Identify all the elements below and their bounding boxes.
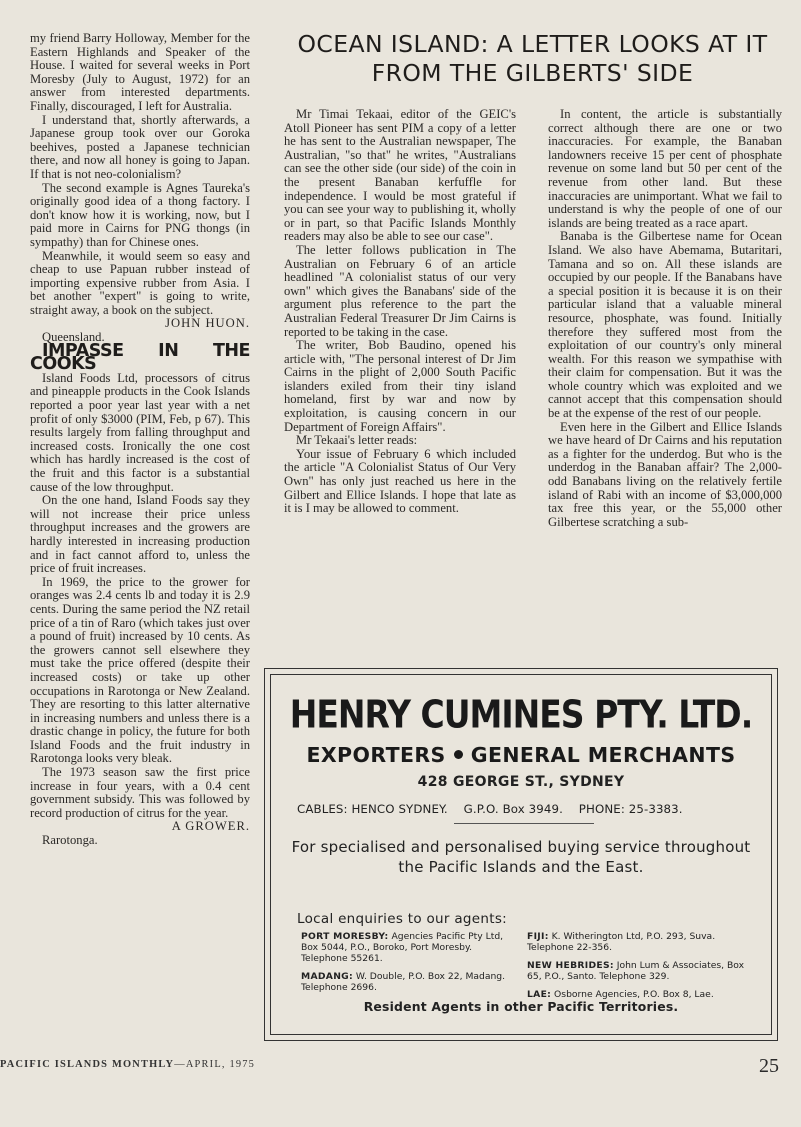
bullet-icon [454, 750, 463, 759]
paragraph: On the one hand, Island Foods say they will not increase their price unless throughput increases and the growers are hardly interested in increasing production and in fact cannot afford to, unless the price of fruit increases. [30, 493, 250, 576]
agent-entry [527, 931, 747, 953]
advertisement-inner-border [270, 674, 772, 1035]
paragraph: Meanwhile, it would seem so easy and cheap to use Papuan rubber instead of importing expensive rubber from Asia. I bet another "expert" is going to write, straight away, a book on the subject. [30, 248, 250, 317]
paragraph: In content, the article is substantially correct although there are one or two inaccuracies. For example, the Banaban landowners receive 15 per cent of phosphate revenue on some land but 50 per cent of the revenue from other land. But these inaccuracies are unimportant. What we fail to understand is why the people of one of our islands are being treated as a race apart. [548, 107, 782, 230]
article-headline: OCEAN ISLAND: A LETTER LOOKS AT IT FROM THE GILBERTS' SIDE [297, 30, 768, 87]
agent-detail: John Lum & Associates, Box 65, P.O., Santo. Telephone 329. [527, 960, 745, 982]
advert-cables: CABLES: HENCO SYDNEY. [297, 802, 448, 816]
agent-detail: W. Double, P.O. Box 22, Madang. Telephone 2696. [301, 971, 506, 993]
agent-place: LAE: [527, 989, 552, 1000]
agent-entry [527, 960, 747, 982]
footer-issue: —APRIL, 1975 [174, 1059, 256, 1070]
advertisement-box [264, 668, 778, 1041]
paragraph: Banaba is the Gilbertese name for Ocean Island. We also have Abemama, Butaritari, Tamana and so on. All these islands are occupied by our people. If the Banabans have a special position it is because it is on their particular island that a valuable mineral resource, phosphate, was found. Initially therefore they suffered most from the exploitation of our country's only mineral wealth. For this reason we sympathise with their claim for compensation. But it was the whole country which was exploited and we cannot accept that this compensation should be at the expense of the rest of our people. [548, 229, 782, 421]
paragraph: my friend Barry Holloway, Member for the Eastern Highlands and Speaker of the House. I waited for several weeks in Port Moresby (July to August, 1972) for an answer from interested departments. Finally, discouraged, I left for Australia. [30, 31, 250, 113]
paragraph: I understand that, shortly afterwards, a Japanese group took over our Goroka beehives, posted a Japanese technician there, and now all honey is going to Japan. If that is not neo-colonialism? [30, 112, 250, 181]
agent-detail: Osborne Agencies, P.O. Box 8, Lae. [554, 989, 714, 1000]
advert-gpo: G.P.O. Box 3949. [463, 802, 563, 816]
advert-tagline [271, 743, 771, 767]
paragraph: The second example is Agnes Taureka's originally good idea of a thong factory. I don't know how it is working, now, but I paid more in Cairns for PNG thongs (in sympathy) than for Chinese ones. [30, 180, 250, 249]
letter-signature-name: A GROWER. [171, 819, 250, 834]
article-column-middle [284, 108, 516, 516]
advert-tagline-left: EXPORTERS [306, 743, 446, 767]
advert-tagline-right: GENERAL MERCHANTS [470, 743, 736, 767]
agent-detail: Agencies Pacific Pty Ltd, Box 5044, P.O., Boroko, Port Moresby. Telephone 55261. [301, 931, 504, 964]
advert-address: 428 GEORGE ST., SYDNEY [417, 774, 625, 790]
left-column [30, 32, 250, 848]
agent-place: FIJI: [527, 931, 549, 942]
agent-entry [301, 971, 511, 993]
agent-place: MADANG: [301, 971, 353, 982]
footer-magazine-name: PACIFIC ISLANDS MONTHLY [0, 1059, 175, 1070]
paragraph: The letter follows publication in The Australian on February 6 of an article headlined "A colonialist status of our very own" which gives the Banabans' side of the argument plus reference to the part the Australian Federal Treasurer Dr Jim Cairns is reported to be taking in the case. [284, 242, 516, 339]
letter-signature-name: JOHN HUON. [165, 316, 250, 331]
section-subhead: IMPASSE IN THE COOKS [30, 340, 250, 375]
agent-entry [301, 931, 511, 964]
letter-signature-location: Queensland. [42, 330, 105, 345]
paragraph: Mr Tekaai's letter reads: [296, 433, 418, 448]
agents-list-left [301, 931, 511, 1000]
paragraph: The writer, Bob Baudino, opened his article with, "The personal interest of Dr Jim Cairns in the plight of 2,000 South Pacific islanders exiled from their tiny island homeland, first by war and now by exploitation, is causing concern in our Department of Foreign Affairs". [284, 338, 516, 434]
agent-detail: K. Witherington Ltd, P.O. 293, Suva. Telephone 22-356. [527, 931, 716, 953]
article-column-right [548, 108, 782, 529]
advert-company-name: HENRY CUMINES PTY. LTD. [289, 692, 753, 737]
paragraph: Your issue of February 6 which included the article "A Colonialist Status of Our Very Own" has only just reached us here in the Gilbert and Ellice Islands. I hope that late as it is I may be allowed to comment. [284, 446, 516, 516]
paragraph: Mr Timai Tekaai, editor of the GEIC's Atoll Pioneer has sent PIM a copy of a letter he has sent to the Australian newspaper, The Australian, "so that" he writes, "Australians can see the other side (our side) of the coin in the present Banaban kerfuffle for independence. I would be most grateful if you can see your way to publishing it, wholly or in part, so that Pacific Islands Monthly readers may also be able to see our case". [284, 107, 516, 244]
agent-place: PORT MORESBY: [301, 931, 389, 942]
letter-signature-location: Rarotonga. [42, 833, 98, 848]
page-number: 25 [759, 1055, 779, 1077]
agents-list-right [527, 931, 747, 1007]
advert-phone: PHONE: 25-3383. [578, 802, 683, 816]
paragraph: Even here in the Gilbert and Ellice Islands we have heard of Dr Cairns and his reputation as a fighter for the underdog. But who is the underdog in the Banaban affair? The 2,000-odd Banabans living on the relatively fertile island of Rabi with an income of $3,000,000 tax free this year, or the 55,000 other Gilbertese scratching a sub- [548, 419, 782, 529]
paragraph: Island Foods Ltd, processors of citrus and pineapple products in the Cook Islands reported a poor year last year with a net profit of only $3000 (PIM, Feb, p 67). This results largely from falling throughput and increased costs. Ironically the one cost which has hardly increased is the cost of the fruit and this factor is a substantial cause of the low throughput. [30, 370, 250, 494]
agent-place: NEW HEBRIDES: [527, 960, 614, 971]
advert-contact-line [297, 802, 749, 816]
advert-service-text: For specialised and personalised buying service throughout the Pacific Islands and the East. [291, 838, 751, 876]
paragraph: The 1973 season saw the first price increase in four years, with a 0.4 cent government subsidy. This was followed by record production of citrus for the year. [30, 765, 250, 820]
advert-enquiries-heading: Local enquiries to our agents: [297, 911, 508, 927]
paragraph: In 1969, the price to the grower for oranges was 2.4 cents lb and today it is 2.9 cents. During the same period the NZ retail price of a tin of Raro (which takes just over a pound of fruit) increased by 10 cents. As the growers cannot sell elsewhere they must take the price offered (despite their increased costs) or take up other occupations in Rarotonga or New Zealand. They are resorting to this latter alternative in increasing numbers and unless there is a drastic change in policy, the future for both Island Foods and the fruit industry in Rarotonga looks very bleak. [30, 574, 250, 766]
divider [454, 823, 594, 824]
page-footer [0, 1059, 255, 1070]
advert-resident-agents: Resident Agents in other Pacific Territories. [363, 999, 679, 1014]
